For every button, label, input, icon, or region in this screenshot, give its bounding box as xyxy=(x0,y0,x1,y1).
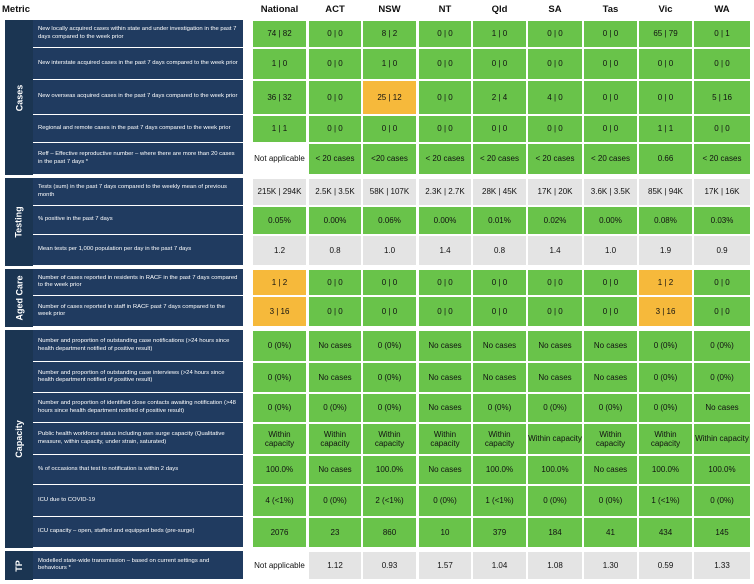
value-cell-vic: Within capacity xyxy=(638,423,693,455)
value-cell-vic: 100.0% xyxy=(638,455,693,485)
value-cell-tas: 0 | 0 xyxy=(583,80,638,115)
column-header-nt: NT xyxy=(438,3,452,15)
value-cell-nsw: 1 | 0 xyxy=(362,48,417,80)
value-cell-national: 0.05% xyxy=(252,206,307,235)
value-cell-nt: No cases xyxy=(418,455,472,485)
metric-label: % positive in the past 7 days xyxy=(33,206,243,234)
value-cell-act: No cases xyxy=(308,362,362,393)
value-cell-sa: < 20 cases xyxy=(527,143,583,175)
column-header-national: National xyxy=(260,3,299,15)
metric-label: % of occasions that test to notification is within 2 days xyxy=(33,455,243,484)
metric-label: Number and proportion of outstanding case interviews (>24 hours since health department notified of positive result) xyxy=(33,362,243,392)
value-cell-sa: 0 | 0 xyxy=(527,20,583,48)
value-cell-nt: 0 | 0 xyxy=(418,296,472,327)
value-cell-nsw: 1.0 xyxy=(362,235,417,266)
value-cell-tas: 0 | 0 xyxy=(583,269,638,296)
metric-label: Modelled state-wide transmission – based on current settings and behaviours * xyxy=(33,551,243,579)
value-cell-qld: 1 (<1%) xyxy=(472,485,527,517)
value-cell-act: 0 | 0 xyxy=(308,296,362,327)
section-label-aged-care: Aged Care xyxy=(5,269,33,327)
value-cell-nt: 10 xyxy=(418,517,472,548)
value-cell-national: 1.2 xyxy=(252,235,307,266)
value-cell-tas: 0 (0%) xyxy=(583,393,638,423)
value-cell-nsw: 25 | 12 xyxy=(362,80,417,115)
section-label-tp: TP xyxy=(5,551,33,580)
value-cell-qld: 0.8 xyxy=(472,235,527,266)
value-cell-national: 74 | 82 xyxy=(252,20,307,48)
column-header-qld: Qld xyxy=(491,3,508,15)
value-cell-nsw: 0 | 0 xyxy=(362,115,417,143)
value-cell-act: 0.00% xyxy=(308,206,362,235)
value-cell-qld: 0 | 0 xyxy=(472,269,527,296)
value-cell-national: 4 (<1%) xyxy=(252,485,307,517)
value-cell-national: 215K | 294K xyxy=(252,178,307,206)
value-cell-tas: 0 | 0 xyxy=(583,115,638,143)
value-cell-wa: < 20 cases xyxy=(693,143,751,175)
value-cell-sa: 0 (0%) xyxy=(527,485,583,517)
value-cell-nt: Within capacity xyxy=(418,423,472,455)
value-cell-qld: 2 | 4 xyxy=(472,80,527,115)
value-cell-act: 0 | 0 xyxy=(308,20,362,48)
column-header-wa: WA xyxy=(714,3,730,15)
value-cell-tas: 1.30 xyxy=(583,551,638,580)
value-cell-vic: 1.9 xyxy=(638,235,693,266)
value-cell-national: 100.0% xyxy=(252,455,307,485)
value-cell-qld: 0 | 0 xyxy=(472,296,527,327)
value-cell-sa: 0.02% xyxy=(527,206,583,235)
value-cell-nsw: 0 (0%) xyxy=(362,362,417,393)
value-cell-national: 3 | 16 xyxy=(252,296,307,327)
value-cell-sa: 0 | 0 xyxy=(527,48,583,80)
metric-label: New locally acquired cases within state and under investigation in the past 7 days compared to the week prior xyxy=(33,20,243,47)
value-cell-nt: 0 | 0 xyxy=(418,115,472,143)
value-cell-act: 0 (0%) xyxy=(308,393,362,423)
value-cell-tas: < 20 cases xyxy=(583,143,638,175)
metric-label: Number and proportion of outstanding case notifications (>24 hours since health department notified of positive result) xyxy=(33,330,243,361)
value-cell-national: 0 (0%) xyxy=(252,362,307,393)
value-cell-nt: 1.57 xyxy=(418,551,472,580)
value-cell-act: 0 | 0 xyxy=(308,269,362,296)
value-cell-sa: 1.4 xyxy=(527,235,583,266)
value-cell-sa: 0 | 0 xyxy=(527,269,583,296)
metric-label: New interstate acquired cases in the past 7 days compared to the week prior xyxy=(33,48,243,79)
column-header-metric: Metric xyxy=(2,3,30,15)
value-cell-qld: 0.01% xyxy=(472,206,527,235)
value-cell-act: 23 xyxy=(308,517,362,548)
value-cell-nt: 0 | 0 xyxy=(418,269,472,296)
value-cell-sa: Within capacity xyxy=(527,423,583,455)
value-cell-tas: No cases xyxy=(583,362,638,393)
value-cell-nsw: 100.0% xyxy=(362,455,417,485)
value-cell-wa: 0 | 1 xyxy=(693,20,751,48)
value-cell-vic: 1 | 2 xyxy=(638,269,693,296)
value-cell-wa: Within capacity xyxy=(693,423,751,455)
value-cell-nsw: 0 | 0 xyxy=(362,296,417,327)
value-cell-tas: 1.0 xyxy=(583,235,638,266)
value-cell-vic: 434 xyxy=(638,517,693,548)
value-cell-sa: No cases xyxy=(527,362,583,393)
value-cell-nt: < 20 cases xyxy=(418,143,472,175)
value-cell-vic: 0.59 xyxy=(638,551,693,580)
value-cell-national: Not applicable xyxy=(252,551,307,580)
value-cell-vic: 1 (<1%) xyxy=(638,485,693,517)
value-cell-qld: No cases xyxy=(472,330,527,362)
value-cell-vic: 0 (0%) xyxy=(638,330,693,362)
value-cell-nsw: 2 (<1%) xyxy=(362,485,417,517)
value-cell-wa: 0 (0%) xyxy=(693,485,751,517)
value-cell-nsw: 8 | 2 xyxy=(362,20,417,48)
value-cell-wa: 0 (0%) xyxy=(693,330,751,362)
value-cell-nt: 0.00% xyxy=(418,206,472,235)
value-cell-wa: 5 | 16 xyxy=(693,80,751,115)
value-cell-vic: 0.08% xyxy=(638,206,693,235)
value-cell-sa: 4 | 0 xyxy=(527,80,583,115)
value-cell-act: < 20 cases xyxy=(308,143,362,175)
value-cell-sa: 0 | 0 xyxy=(527,296,583,327)
value-cell-nsw: 58K | 107K xyxy=(362,178,417,206)
metric-label: Regional and remote cases in the past 7 days compared to the week prior xyxy=(33,115,243,142)
value-cell-vic: 0 | 0 xyxy=(638,48,693,80)
value-cell-national: 36 | 32 xyxy=(252,80,307,115)
value-cell-act: 0.8 xyxy=(308,235,362,266)
value-cell-tas: 0 | 0 xyxy=(583,296,638,327)
value-cell-tas: No cases xyxy=(583,455,638,485)
value-cell-sa: 0 (0%) xyxy=(527,393,583,423)
value-cell-nsw: <20 cases xyxy=(362,143,417,175)
value-cell-vic: 65 | 79 xyxy=(638,20,693,48)
value-cell-nt: 0 | 0 xyxy=(418,80,472,115)
value-cell-act: 1.12 xyxy=(308,551,362,580)
value-cell-nsw: Within capacity xyxy=(362,423,417,455)
value-cell-wa: 0 | 0 xyxy=(693,296,751,327)
metric-label: New overseas acquired cases in the past 7 days compared to the week prior xyxy=(33,80,243,114)
metric-label: Tests (sum) in the past 7 days compared to the weekly mean of previous month xyxy=(33,178,243,205)
value-cell-wa: No cases xyxy=(693,393,751,423)
value-cell-tas: Within capacity xyxy=(583,423,638,455)
value-cell-nsw: 0 (0%) xyxy=(362,393,417,423)
value-cell-nt: No cases xyxy=(418,330,472,362)
value-cell-act: Within capacity xyxy=(308,423,362,455)
value-cell-act: No cases xyxy=(308,455,362,485)
metric-label: Number of cases reported in residents in RACF in the past 7 days compared to the week prior xyxy=(33,269,243,295)
value-cell-tas: 0 | 0 xyxy=(583,48,638,80)
value-cell-sa: 1.08 xyxy=(527,551,583,580)
value-cell-wa: 0 (0%) xyxy=(693,362,751,393)
value-cell-act: No cases xyxy=(308,330,362,362)
value-cell-sa: 100.0% xyxy=(527,455,583,485)
metric-label: Mean tests per 1,000 population per day in the past 7 days xyxy=(33,235,243,265)
column-header-tas: Tas xyxy=(602,3,619,15)
value-cell-act: 0 (0%) xyxy=(308,485,362,517)
value-cell-nt: 0 | 0 xyxy=(418,48,472,80)
metric-label: Reff – Effective reproductive number – where there are more than 20 cases in the past 7 days * xyxy=(33,143,243,174)
value-cell-national: 1 | 1 xyxy=(252,115,307,143)
value-cell-qld: 0 | 0 xyxy=(472,48,527,80)
value-cell-nsw: 0 (0%) xyxy=(362,330,417,362)
value-cell-act: 2.5K | 3.5K xyxy=(308,178,362,206)
value-cell-national: 1 | 0 xyxy=(252,48,307,80)
value-cell-wa: 1.33 xyxy=(693,551,751,580)
value-cell-nsw: 0 | 0 xyxy=(362,269,417,296)
metric-label: Number of cases reported in staff in RACF past 7 days compared to the week prior xyxy=(33,296,243,326)
value-cell-qld: 379 xyxy=(472,517,527,548)
value-cell-tas: 41 xyxy=(583,517,638,548)
value-cell-tas: 0.00% xyxy=(583,206,638,235)
value-cell-tas: 0 (0%) xyxy=(583,485,638,517)
value-cell-national: 0 (0%) xyxy=(252,330,307,362)
section-label-capacity: Capacity xyxy=(5,330,33,548)
value-cell-national: 0 (0%) xyxy=(252,393,307,423)
value-cell-national: 2076 xyxy=(252,517,307,548)
metric-label: Number and proportion of identified close contacts awaiting notification (>48 hours since health department notified of positive result) xyxy=(33,393,243,422)
column-header-vic: Vic xyxy=(658,3,673,15)
section-label-cases: Cases xyxy=(5,20,33,175)
value-cell-wa: 0 | 0 xyxy=(693,115,751,143)
value-cell-sa: No cases xyxy=(527,330,583,362)
value-cell-vic: 0 | 0 xyxy=(638,80,693,115)
value-cell-vic: 0.66 xyxy=(638,143,693,175)
section-label-testing: Testing xyxy=(5,178,33,266)
value-cell-wa: 17K | 16K xyxy=(693,178,751,206)
value-cell-nt: 1.4 xyxy=(418,235,472,266)
value-cell-nsw: 0.06% xyxy=(362,206,417,235)
value-cell-qld: 1.04 xyxy=(472,551,527,580)
metric-label: ICU due to COVID-19 xyxy=(33,485,243,516)
value-cell-nt: No cases xyxy=(418,393,472,423)
value-cell-vic: 0 (0%) xyxy=(638,393,693,423)
value-cell-tas: 0 | 0 xyxy=(583,20,638,48)
value-cell-qld: 1 | 0 xyxy=(472,20,527,48)
value-cell-sa: 0 | 0 xyxy=(527,115,583,143)
column-header-nsw: NSW xyxy=(378,3,401,15)
value-cell-nt: No cases xyxy=(418,362,472,393)
value-cell-vic: 0 (0%) xyxy=(638,362,693,393)
value-cell-act: 0 | 0 xyxy=(308,48,362,80)
value-cell-wa: 100.0% xyxy=(693,455,751,485)
value-cell-nt: 0 (0%) xyxy=(418,485,472,517)
value-cell-qld: Within capacity xyxy=(472,423,527,455)
value-cell-qld: 100.0% xyxy=(472,455,527,485)
value-cell-qld: 0 | 0 xyxy=(472,115,527,143)
value-cell-act: 0 | 0 xyxy=(308,115,362,143)
value-cell-nsw: 0.93 xyxy=(362,551,417,580)
column-header-sa: SA xyxy=(548,3,562,15)
value-cell-qld: 0 (0%) xyxy=(472,393,527,423)
metric-label: Public health workforce status including own surge capacity (Qualitative measure, within capacity, under strain, saturated) xyxy=(33,423,243,454)
value-cell-wa: 0 | 0 xyxy=(693,269,751,296)
column-header-act: ACT xyxy=(325,3,345,15)
value-cell-national: Within capacity xyxy=(252,423,307,455)
value-cell-nsw: 860 xyxy=(362,517,417,548)
value-cell-tas: 3.6K | 3.5K xyxy=(583,178,638,206)
value-cell-vic: 1 | 1 xyxy=(638,115,693,143)
value-cell-sa: 17K | 20K xyxy=(527,178,583,206)
value-cell-national: 1 | 2 xyxy=(252,269,307,296)
value-cell-wa: 145 xyxy=(693,517,751,548)
value-cell-vic: 3 | 16 xyxy=(638,296,693,327)
value-cell-sa: 184 xyxy=(527,517,583,548)
value-cell-nt: 2.3K | 2.7K xyxy=(418,178,472,206)
value-cell-qld: < 20 cases xyxy=(472,143,527,175)
value-cell-tas: No cases xyxy=(583,330,638,362)
value-cell-qld: No cases xyxy=(472,362,527,393)
value-cell-wa: 0 | 0 xyxy=(693,48,751,80)
value-cell-act: 0 | 0 xyxy=(308,80,362,115)
value-cell-qld: 28K | 45K xyxy=(472,178,527,206)
value-cell-wa: 0.03% xyxy=(693,206,751,235)
value-cell-vic: 85K | 94K xyxy=(638,178,693,206)
value-cell-wa: 0.9 xyxy=(693,235,751,266)
value-cell-national: Not applicable xyxy=(252,143,307,175)
value-cell-nt: 0 | 0 xyxy=(418,20,472,48)
metric-label: ICU capacity – open, staffed and equipped beds (pre-surge) xyxy=(33,517,243,547)
